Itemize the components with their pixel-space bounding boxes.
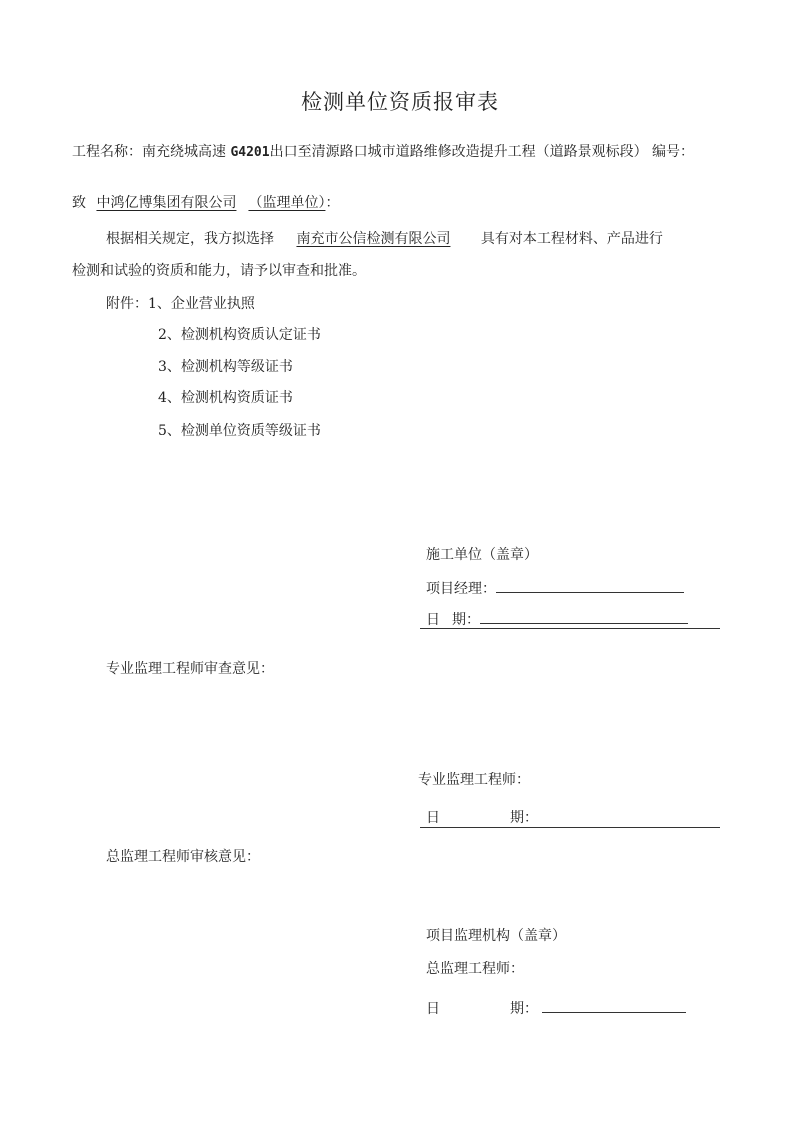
contractor-date-line [480,623,688,624]
contractor-date-char2: 期： [452,612,480,628]
attachment-item: 2、检测机构资质认定证书 [158,327,321,343]
chief-date-line [542,1012,686,1013]
contractor-divider [420,628,720,629]
engineer-signer: 专业监理工程师： [418,772,530,788]
contractor-date-row [426,613,688,627]
page-title: 检测单位资质报审表 [301,90,499,114]
engineer-date-char1: 日 [426,810,440,826]
project-manager-signature-line [496,592,684,593]
project-name-part2: 出口至清源路口城市道路维修改造提升工程（道路景观标段） [269,144,648,160]
body-text2: 具有对本工程材料、产品进行 [480,231,663,247]
addressee-prefix: 致 [72,195,86,211]
engineer-date-row [426,811,538,825]
supervisor-name: 中鸿亿博集团有限公司 [96,195,237,211]
project-label: 工程名称： [72,144,142,160]
project-name [72,142,732,163]
body-text1: 根据相关规定，我方拟选择 [106,231,274,247]
chief-review-heading: 总监理工程师审核意见： [106,849,260,865]
project-number-label: 编号： [652,144,695,160]
engineer-date-char2: 期： [510,810,538,826]
contractor-date-char1: 日 [426,612,440,628]
chief-date-char2: 期： [510,1001,538,1017]
engineer-divider [420,827,720,828]
body-text-line1 [106,232,663,246]
supervision-org: 项目监理机构（盖章） [426,928,566,944]
testing-company: 南充市公信检测有限公司 [296,231,451,247]
attachment-item: 4、检测机构资质证书 [158,390,293,406]
attachment-row-1 [106,297,255,311]
project-manager-label: 项目经理： [426,581,496,597]
engineer-review-heading: 专业监理工程师审查意见： [106,661,274,677]
supervisor-unit [96,195,325,211]
body-text-line2: 检测和试验的资质和能力，请予以审查和批准。 [72,263,366,279]
chief-date-char1: 日 [426,1001,440,1017]
attachment-item: 5、检测单位资质等级证书 [158,423,321,439]
attachment-item: 1、企业营业执照 [148,296,255,312]
supervisor-role: （监理单位） [248,195,326,211]
project-code: G4201 [230,145,270,160]
contractor-unit: 施工单位（盖章） [426,547,538,563]
project-name-part1: 南充绕城高速 [142,144,226,160]
addressee-line [72,196,339,210]
attachments-label: 附件： [106,296,148,312]
chief-date-row [426,1002,686,1016]
addressee-suffix: ： [325,195,340,211]
chief-signer: 总监理工程师： [426,961,524,977]
project-manager-row [426,582,684,596]
attachment-item: 3、检测机构等级证书 [158,359,293,375]
